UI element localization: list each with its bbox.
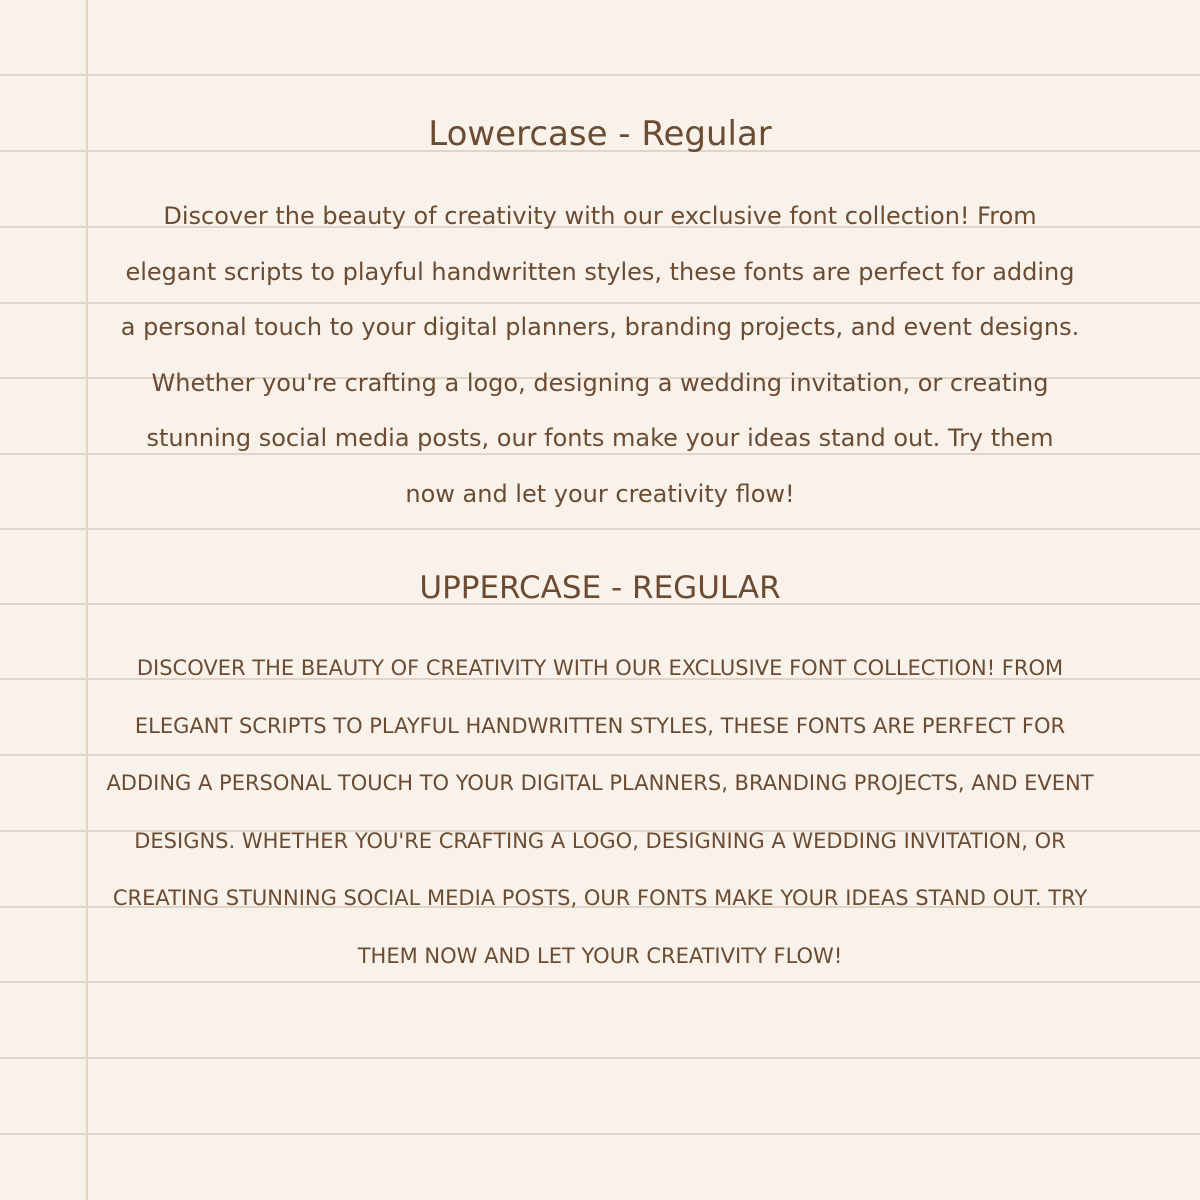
lowercase-sample-paragraph: Discover the beauty of creativity with our exclusive font collection! From elegant scripts to playful handwritten styles, these fonts are perfect for adding a personal touch to your digital planners, branding projects, and event designs. Whether you're crafting a logo, designing a wedding invitation, or creating stunning social media posts, our fonts make your ideas stand out. Try them now and let your creativity flow! (120, 202, 1080, 508)
ruled-line (0, 1057, 1200, 1059)
ruled-line (0, 528, 1200, 530)
ruled-line (0, 1133, 1200, 1135)
uppercase-section-title: UPPERCASE - REGULAR (419, 570, 781, 606)
ruled-line (0, 74, 1200, 76)
uppercase-sample-paragraph: DISCOVER THE BEAUTY OF CREATIVITY WITH OUR EXCLUSIVE FONT COLLECTION! FROM ELEGANT SCRIPTS TO PLAYFUL HANDWRITTEN STYLES, THESE FONTS ARE PERFECT FOR ADDING A PERSONAL TOUCH TO YOUR DIGITAL PLANNERS, BRANDING PROJECTS, AND EVENT DESIGNS. WHETHER YOU'RE CRAFTING A LOGO, DESIGNING A WEDDING INVITATION, OR CREATING STUNNING SOCIAL MEDIA POSTS, OUR FONTS MAKE YOUR IDEAS STAND OUT. TRY THEM NOW AND LET YOUR CREATIVITY FLOW! (106, 656, 1094, 968)
margin-line (86, 0, 88, 1200)
lowercase-section-title: Lowercase - Regular (428, 114, 772, 154)
